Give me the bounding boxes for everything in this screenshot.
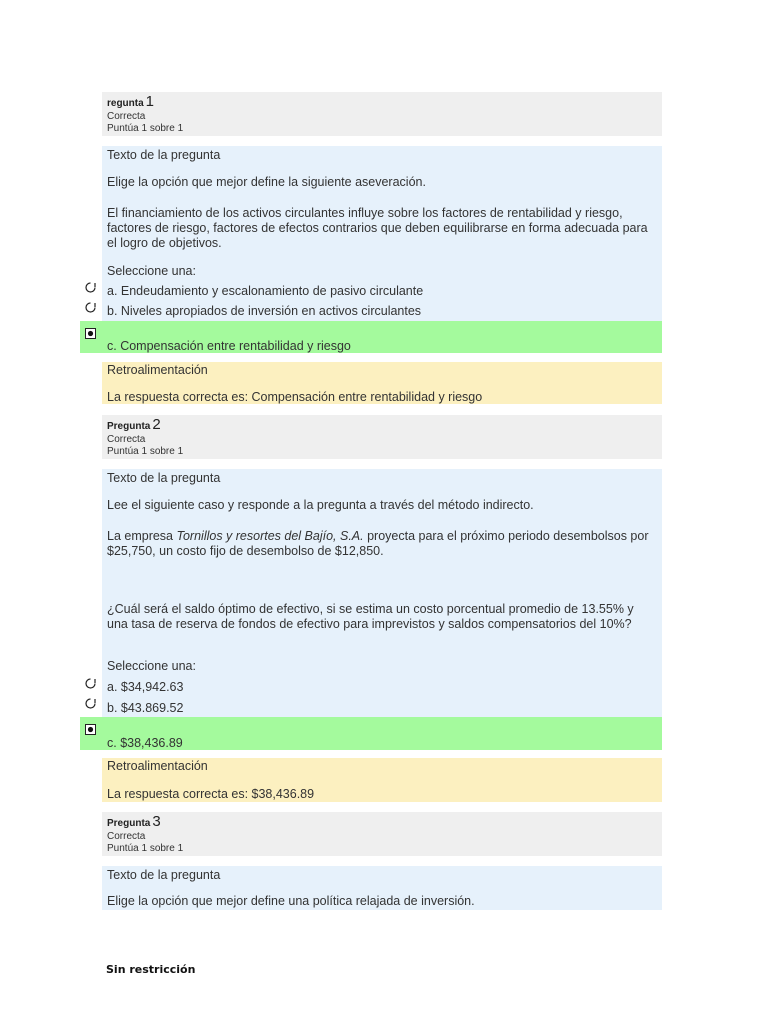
question-prompt: Lee el siguiente caso y responde a la pregunta a través del método indirecto. — [107, 498, 534, 512]
question-prompt: Elige la opción que mejor define una política relajada de inversión. — [107, 894, 475, 908]
feedback-heading: Retroalimentación — [107, 759, 208, 773]
question-label: Pregunta — [107, 421, 151, 432]
radio-unselected-icon[interactable] — [85, 698, 96, 709]
answer-option-c[interactable]: c. Compensación entre rentabilidad y riesgo — [107, 339, 351, 353]
radio-unselected-icon[interactable] — [85, 302, 96, 313]
question-grade: Puntúa 1 sobre 1 — [107, 843, 184, 854]
body-text: proyecta para el próximo periodo desembolsos por $25,750, un costo fijo de desembolso de $12,850. — [107, 529, 649, 558]
question-grade: Puntúa 1 sobre 1 — [107, 123, 184, 134]
question-state: Correcta — [107, 111, 146, 122]
question-1-title — [107, 94, 657, 111]
radio-selected-icon[interactable] — [85, 724, 96, 735]
question-text-heading: Texto de la pregunta — [107, 148, 221, 162]
question-prompt: Elige la opción que mejor define la siguiente aseveración. — [107, 175, 426, 189]
answer-option-a[interactable]: a. Endeudamiento y escalonamiento de pasivo circulante — [107, 284, 424, 298]
question-statement: ¿Cuál será el saldo óptimo de efectivo, si se estima un costo porcentual promedio de 13.55% y una tasa de reserva de fondos de efectivo para imprevistos y saldos compensatorios del 10%? — [107, 602, 634, 631]
question-body — [107, 529, 657, 559]
question-text-heading: Texto de la pregunta — [107, 471, 221, 485]
select-label: Seleccione una: — [107, 264, 196, 278]
answer-option-b[interactable]: b. $43.869.52 — [107, 701, 184, 715]
radio-unselected-icon[interactable] — [85, 282, 96, 293]
question-number: 1 — [145, 93, 155, 110]
question-number: 2 — [152, 416, 161, 433]
answer-option-b[interactable]: b. Niveles apropiados de inversión en activos circulantes — [107, 304, 422, 318]
question-state: Correcta — [107, 831, 146, 842]
question-number: 3 — [152, 813, 161, 830]
body-text: La empresa — [107, 529, 177, 543]
question-label: regunta — [107, 98, 144, 109]
question-3-info — [102, 812, 662, 856]
question-3-title — [107, 814, 657, 831]
company-name: Tornillos y resortes del Bajío, S.A. — [176, 529, 364, 543]
question-grade: Puntúa 1 sobre 1 — [107, 446, 184, 457]
answer-option-a[interactable]: a. $34,942.63 — [107, 680, 184, 694]
classification-footer: Sin restricción — [106, 963, 196, 976]
radio-unselected-icon[interactable] — [85, 678, 96, 689]
question-text-heading: Texto de la pregunta — [107, 868, 221, 882]
feedback-text: La respuesta correcta es: Compensación entre rentabilidad y riesgo — [107, 390, 483, 404]
question-2-info — [102, 415, 662, 459]
question-body: El financiamiento de los activos circulantes influye sobre los factores de rentabilidad y riesgo, factores de riesgo, factores de efectos contrarios que deben equilibrarse en forma adecuada para el logro de objetivos. — [107, 206, 648, 250]
question-2-title — [107, 417, 657, 434]
question-state: Correcta — [107, 434, 146, 445]
select-label: Seleccione una: — [107, 659, 196, 673]
feedback-text: La respuesta correcta es: $38,436.89 — [107, 787, 315, 801]
answer-option-c[interactable]: c. $38,436.89 — [107, 736, 183, 750]
question-label: Pregunta — [107, 818, 151, 829]
feedback-heading: Retroalimentación — [107, 363, 208, 377]
radio-selected-icon[interactable] — [85, 328, 96, 339]
question-1-info — [102, 92, 662, 136]
